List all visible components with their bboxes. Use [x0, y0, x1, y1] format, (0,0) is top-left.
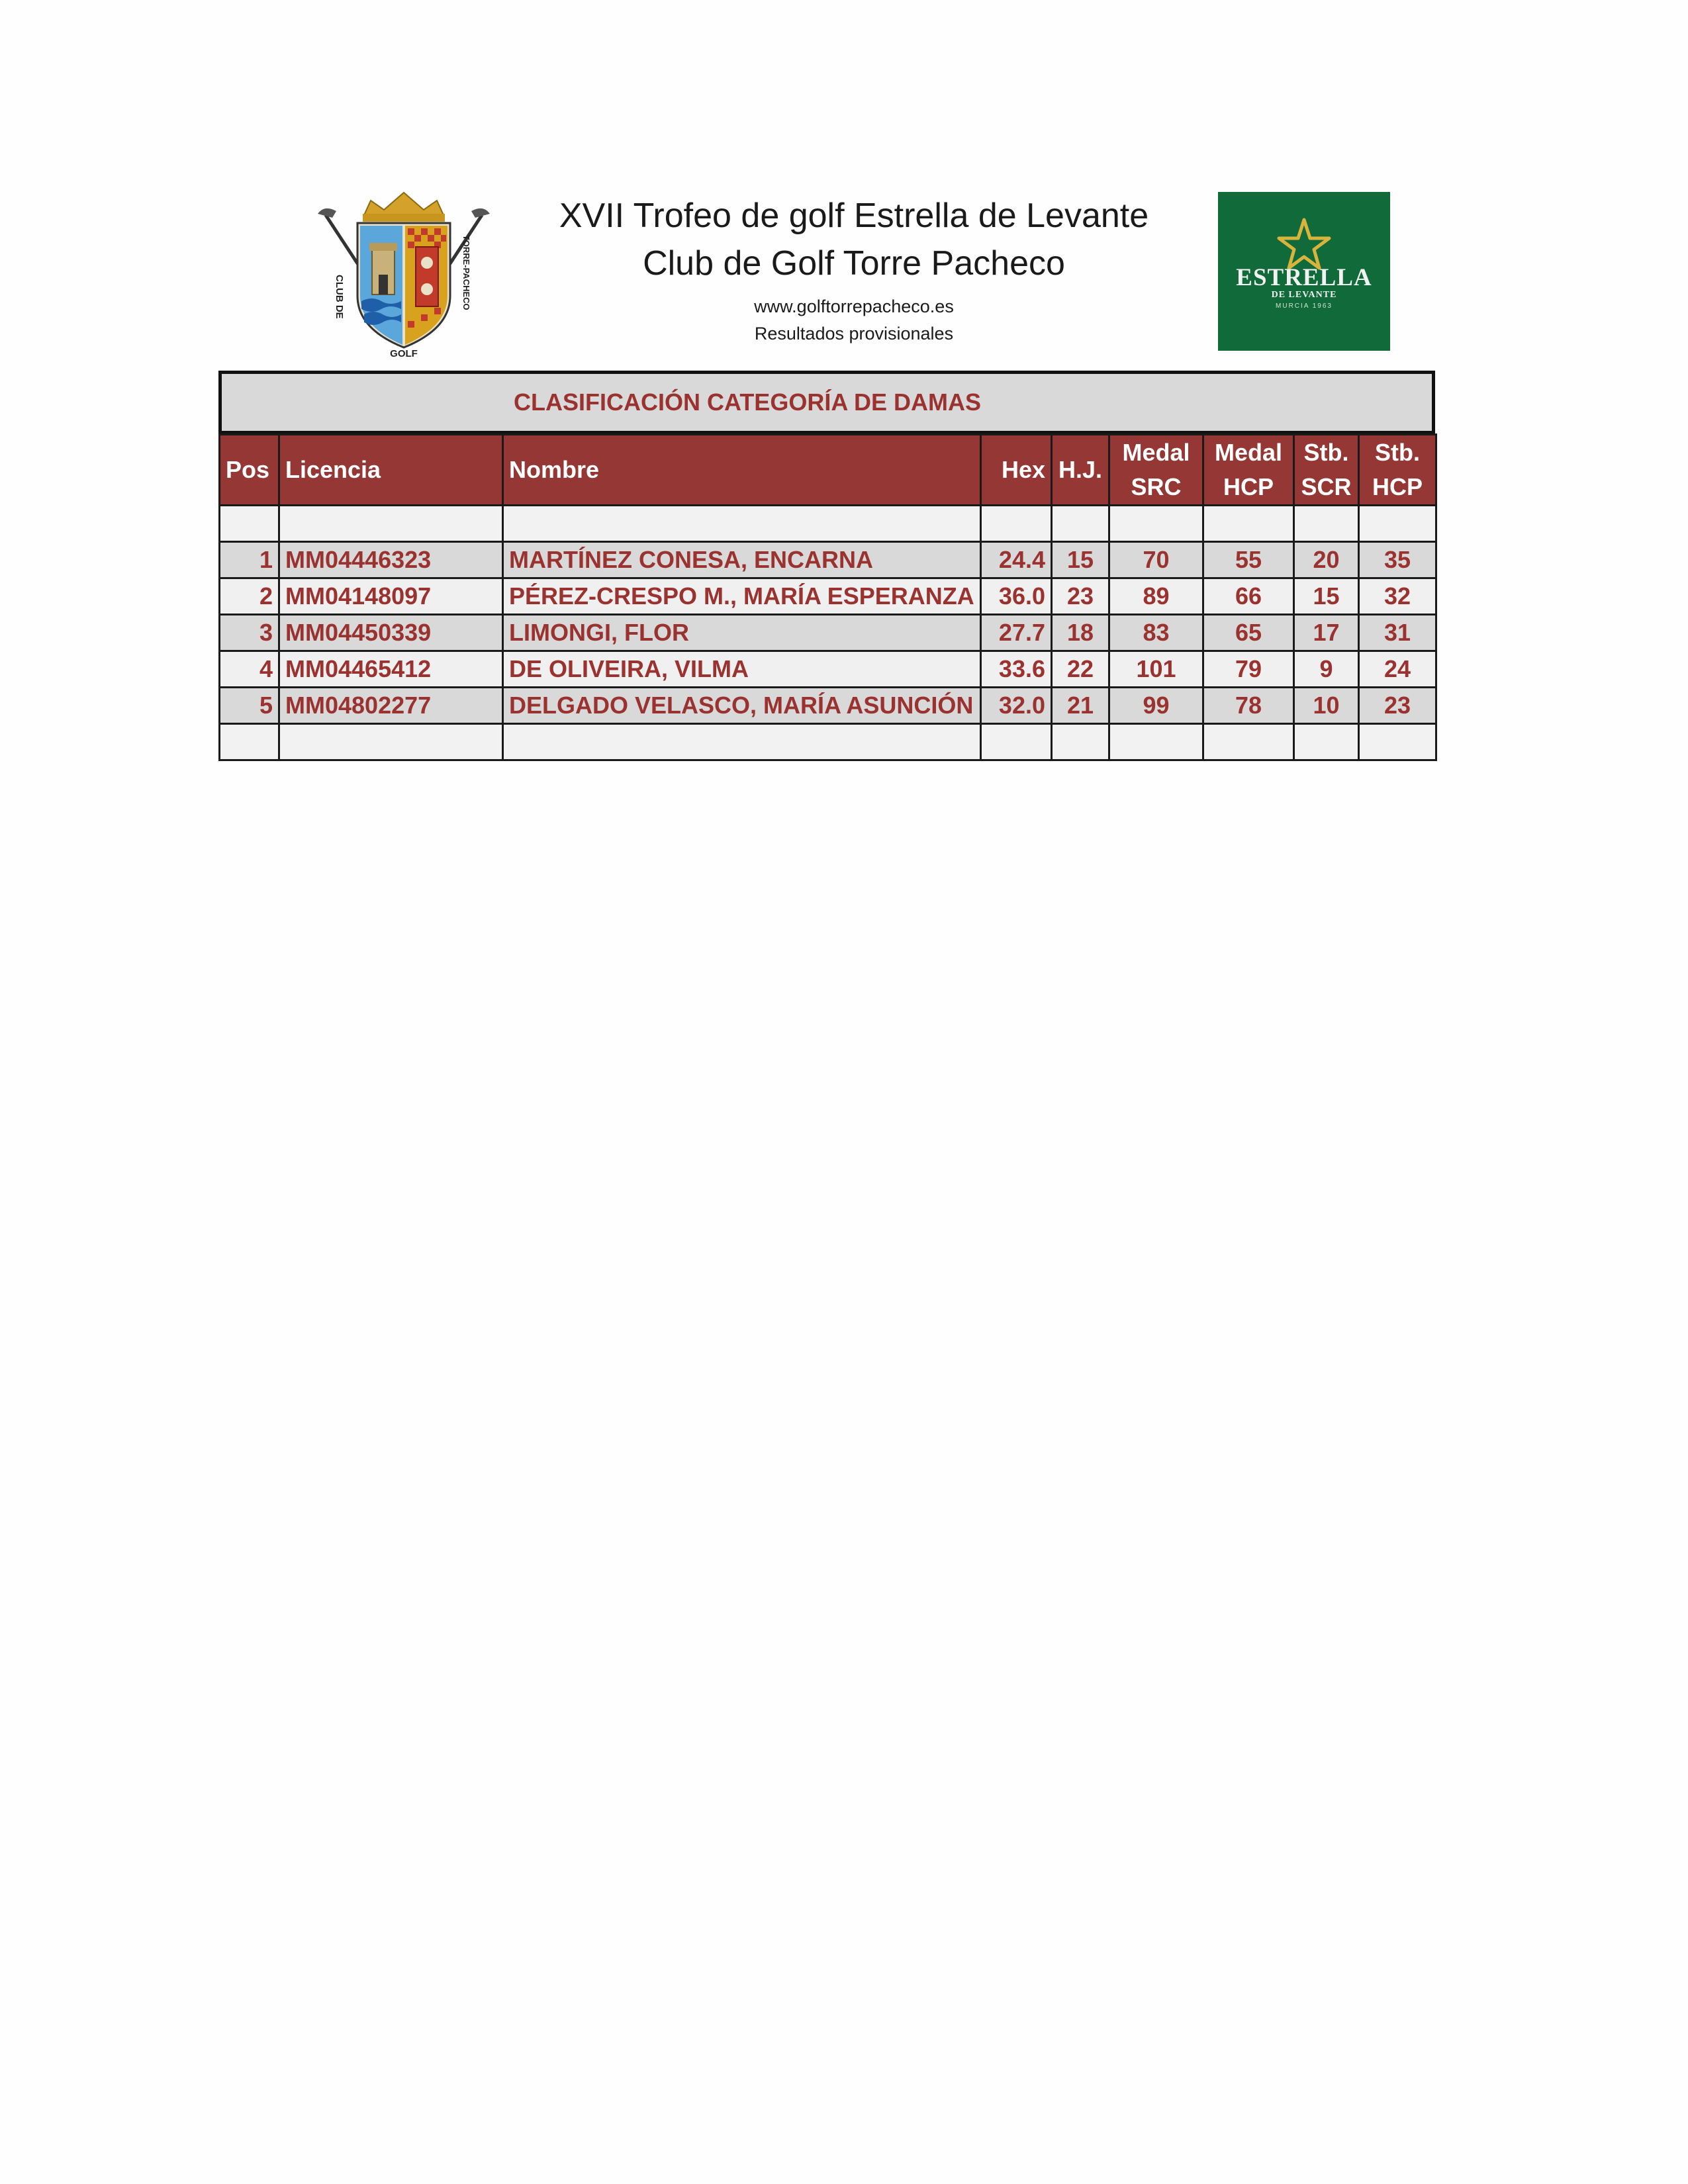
cell-stb-scr: 10	[1294, 688, 1359, 724]
cell-stb-hcp: 23	[1359, 688, 1436, 724]
cell-hex: 27.7	[981, 615, 1052, 651]
club-name: Club de Golf Torre Pacheco	[643, 244, 1065, 283]
table-row	[220, 578, 1436, 615]
col-header-medal-hcp-line1: Medal	[1214, 439, 1283, 466]
cell-nombre: LIMONGI, FLOR	[503, 615, 981, 651]
club-text-right: TORRE-PACHECO	[461, 235, 471, 310]
results-section	[218, 371, 1435, 761]
table-spacer-row	[220, 506, 1436, 542]
cell-hj: 15	[1052, 542, 1109, 578]
cell-stb-hcp: 35	[1359, 542, 1436, 578]
cell-nombre: DELGADO VELASCO, MARÍA ASUNCIÓN	[503, 688, 981, 724]
col-header-hj: H.J.	[1052, 435, 1109, 506]
col-header-stb-scr	[1294, 435, 1359, 506]
cell-medal-src: 101	[1109, 651, 1203, 688]
col-header-medal-src-line2: SRC	[1131, 473, 1182, 500]
cell-pos: 5	[220, 688, 279, 724]
cell-stb-hcp: 32	[1359, 578, 1436, 615]
category-banner	[218, 371, 1435, 433]
cell-medal-hcp: 55	[1203, 542, 1294, 578]
cell-nombre: PÉREZ-CRESPO M., MARÍA ESPERANZA	[503, 578, 981, 615]
cell-stb-hcp: 24	[1359, 651, 1436, 688]
col-header-hex: Hex	[981, 435, 1052, 506]
cell-medal-hcp: 66	[1203, 578, 1294, 615]
category-title: CLASIFICACIÓN CATEGORÍA DE DAMAS	[514, 388, 981, 416]
cell-hj: 22	[1052, 651, 1109, 688]
cell-pos: 3	[220, 615, 279, 651]
cell-medal-src: 89	[1109, 578, 1203, 615]
sponsor-subname: DE LEVANTE	[1271, 290, 1337, 300]
results-table	[218, 433, 1437, 761]
cell-medal-src: 99	[1109, 688, 1203, 724]
club-website: www.golftorrepacheco.es	[754, 296, 954, 316]
cell-stb-hcp: 31	[1359, 615, 1436, 651]
club-crest-icon	[311, 189, 496, 361]
cell-medal-src: 83	[1109, 615, 1203, 651]
col-header-stb-scr-line2: SCR	[1301, 473, 1352, 500]
cell-stb-scr: 17	[1294, 615, 1359, 651]
col-header-medal-hcp	[1203, 435, 1294, 506]
col-header-stb-hcp-line1: Stb.	[1375, 439, 1420, 466]
cell-licencia: MM04148097	[279, 578, 503, 615]
cell-hex: 33.6	[981, 651, 1052, 688]
col-header-nombre: Nombre	[503, 435, 981, 506]
cell-hex: 24.4	[981, 542, 1052, 578]
cell-nombre: DE OLIVEIRA, VILMA	[503, 651, 981, 688]
table-row	[220, 651, 1436, 688]
cell-medal-hcp: 79	[1203, 651, 1294, 688]
col-header-medal-src-line1: Medal	[1122, 439, 1190, 466]
cell-pos: 1	[220, 542, 279, 578]
title-block	[516, 192, 1192, 347]
sponsor-name: ESTRELLA	[1236, 264, 1372, 291]
cell-medal-hcp: 78	[1203, 688, 1294, 724]
club-text-bottom: GOLF	[390, 348, 418, 359]
cell-licencia: MM04450339	[279, 615, 503, 651]
results-status: Resultados provisionales	[754, 324, 954, 343]
table-row	[220, 615, 1436, 651]
table-row	[220, 688, 1436, 724]
club-text-left: CLUB DE	[334, 275, 345, 319]
table-header-row	[220, 435, 1436, 506]
col-header-stb-hcp	[1359, 435, 1436, 506]
cell-licencia: MM04446323	[279, 542, 503, 578]
cell-medal-src: 70	[1109, 542, 1203, 578]
cell-hj: 23	[1052, 578, 1109, 615]
cell-stb-scr: 20	[1294, 542, 1359, 578]
col-header-medal-hcp-line2: HCP	[1223, 473, 1274, 500]
cell-hj: 18	[1052, 615, 1109, 651]
cell-hex: 36.0	[981, 578, 1052, 615]
table-spacer-row	[220, 724, 1436, 760]
sponsor-logo	[1218, 192, 1390, 351]
tournament-title: XVII Trofeo de golf Estrella de Levante	[559, 197, 1149, 235]
cell-stb-scr: 9	[1294, 651, 1359, 688]
table-row	[220, 542, 1436, 578]
cell-hj: 21	[1052, 688, 1109, 724]
cell-pos: 2	[220, 578, 279, 615]
col-header-licencia: Licencia	[279, 435, 503, 506]
document-header	[0, 0, 1688, 371]
cell-pos: 4	[220, 651, 279, 688]
col-header-stb-hcp-line2: HCP	[1372, 473, 1423, 500]
col-header-pos: Pos	[220, 435, 279, 506]
cell-licencia: MM04465412	[279, 651, 503, 688]
cell-medal-hcp: 65	[1203, 615, 1294, 651]
sponsor-year: MURCIA 1963	[1276, 302, 1333, 310]
cell-hex: 32.0	[981, 688, 1052, 724]
col-header-stb-scr-line1: Stb.	[1303, 439, 1349, 466]
col-header-medal-src	[1109, 435, 1203, 506]
cell-licencia: MM04802277	[279, 688, 503, 724]
cell-nombre: MARTÍNEZ CONESA, ENCARNA	[503, 542, 981, 578]
cell-stb-scr: 15	[1294, 578, 1359, 615]
